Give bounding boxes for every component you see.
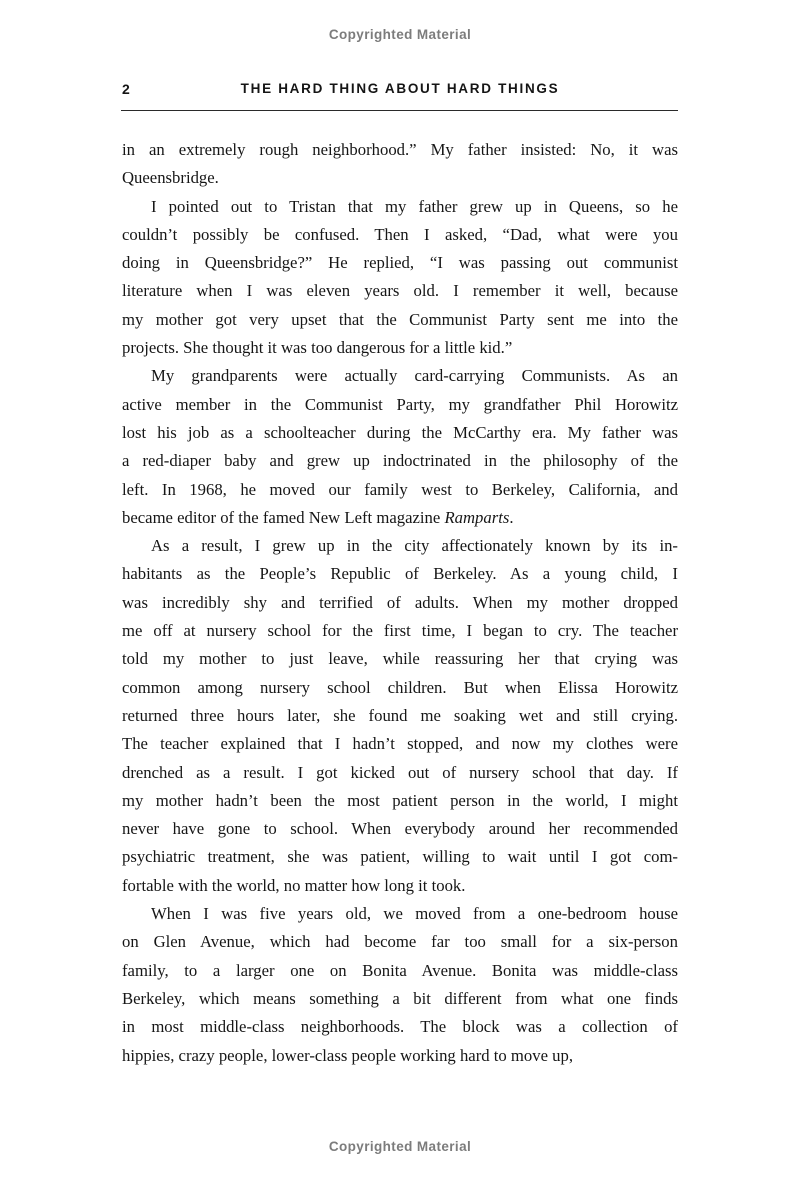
text-line: was incredibly shy and terrified of adults. When my mother dropped	[122, 592, 678, 612]
text-line: hippies, crazy people, lower-class people working hard to move up,	[122, 1045, 574, 1065]
text-line: projects. She thought it was too dangerous for a little kid.”	[122, 338, 513, 358]
text-line: Berkeley, which means something a bit different from what one finds	[122, 988, 678, 1008]
text-line: never have gone to school. When everybody around her recommended	[122, 819, 678, 839]
text-line: on Glen Avenue, which had become far too small for a six-person	[122, 932, 678, 952]
text-line: told my mother to just leave, while reassuring her that crying was	[122, 649, 678, 669]
text-line: doing in Queensbridge?” He replied, “I was passing out communist	[122, 253, 678, 273]
text-line: literature when I was eleven years old. I remember it well, because	[122, 281, 678, 301]
text-line: drenched as a result. I got kicked out of nursery school that day. If	[122, 762, 678, 782]
header-rule-divider	[121, 110, 678, 111]
text-line: a red-diaper baby and grew up indoctrinated in the philosophy of the	[122, 451, 678, 471]
text-line: returned three hours later, she found me soaking wet and still crying.	[122, 705, 678, 725]
text-line: habitants as the People’s Republic of Berkeley. As a young child, I	[122, 564, 678, 584]
text-line: active member in the Communist Party, my grandfather Phil Horowitz	[122, 394, 678, 414]
text-line: couldn’t possibly be confused. Then I asked, “Dad, what were you	[122, 224, 678, 244]
text-line: my mother hadn’t been the most patient person in the world, I might	[122, 790, 678, 810]
text-line: left. In 1968, he moved our family west to Berkeley, California, and	[122, 479, 678, 499]
text-line: Queensbridge.	[122, 168, 219, 188]
running-header	[122, 81, 678, 101]
text-line: lost his job as a schoolteacher during the McCarthy era. My father was	[122, 422, 678, 442]
text-line: The teacher explained that I hadn’t stopped, and now my clothes were	[122, 734, 678, 754]
text-line: As a result, I grew up in the city affectionately known by its in-	[151, 536, 678, 556]
copyright-banner-top: Copyrighted Material	[328, 27, 472, 42]
paragraph	[122, 193, 678, 363]
text-line: in most middle-class neighborhoods. The block was a collection of	[122, 1017, 678, 1037]
paragraph	[122, 362, 678, 532]
text-line: in an extremely rough neighborhood.” My father insisted: No, it was	[122, 140, 678, 159]
text-line: My grandparents were actually card-carrying Communists. As an	[151, 366, 678, 386]
paragraph	[122, 136, 678, 193]
text-line: my mother got very upset that the Communist Party sent me into the	[122, 309, 678, 329]
copyright-banner-bottom: Copyrighted Material	[328, 1139, 472, 1154]
text-line: me off at nursery school for the first time, I began to cry. The teacher	[122, 621, 678, 641]
text-line: common among nursery school children. But when Elissa Horowitz	[122, 677, 678, 697]
page-body	[122, 136, 678, 1070]
text-line: became editor of the famed New Left magazine Ramparts.	[122, 507, 514, 527]
paragraph	[122, 900, 678, 1070]
paragraph	[122, 532, 678, 900]
page-number: 2	[122, 81, 130, 97]
text-line: When I was five years old, we moved from a one-bedroom house	[151, 904, 678, 924]
running-title: THE HARD THING ABOUT HARD THINGS	[240, 81, 560, 96]
text-line: I pointed out to Tristan that my father grew up in Queens, so he	[151, 196, 678, 216]
text-line: psychiatric treatment, she was patient, willing to wait until I got com-	[122, 847, 678, 867]
text-line: family, to a larger one on Bonita Avenue. Bonita was middle-class	[122, 960, 678, 980]
text-line: fortable with the world, no matter how long it took.	[122, 875, 466, 895]
